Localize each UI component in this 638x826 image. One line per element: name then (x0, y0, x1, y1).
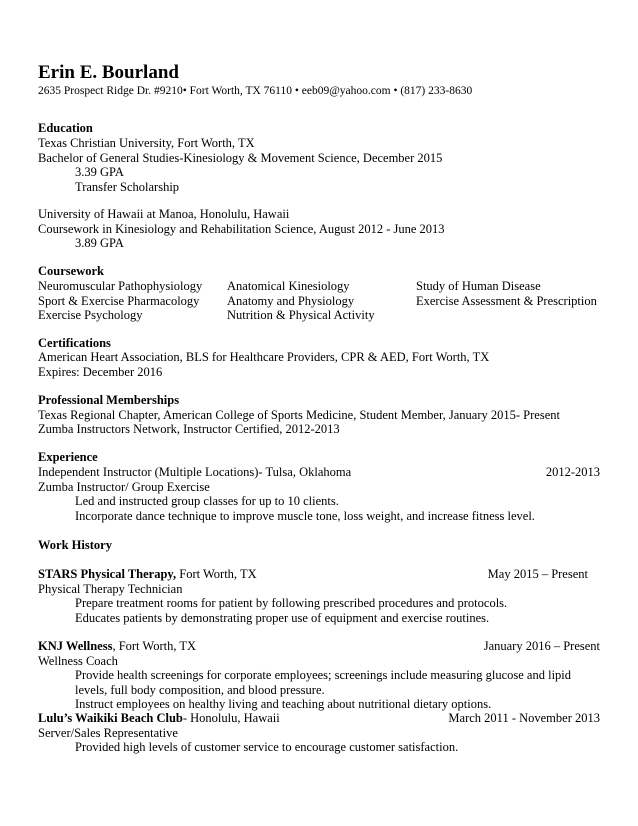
experience-title: Independent Instructor (Multiple Locations)- Tulsa, Oklahoma (38, 465, 352, 479)
certifications-heading: Certifications (38, 336, 111, 350)
job-duty: Provided high levels of customer service to encourage customer satisfaction. (75, 740, 459, 754)
membership-line: Zumba Instructors Network, Instructor Certified, 2012-2013 (38, 422, 340, 436)
job-duty: Instruct employees on healthy living and teaching about nutritional dietary options. (75, 697, 492, 711)
course-item: Nutrition & Physical Activity (227, 308, 375, 322)
job-dates: May 2015 – Present (487, 567, 588, 581)
job-employer: STARS Physical Therapy, (38, 567, 177, 581)
job-location: Fort Worth, TX (176, 567, 257, 581)
job-duty: Prepare treatment rooms for patient by following prescribed procedures and protocols. (75, 596, 508, 610)
coursework-heading: Coursework (38, 264, 104, 278)
job-role: Wellness Coach (38, 654, 118, 668)
gpa-line: 3.39 GPA (75, 165, 124, 179)
award-line: Transfer Scholarship (75, 180, 180, 194)
experience-bullet: Led and instructed group classes for up to 10 clients. (75, 494, 339, 508)
job-duty: levels, full body composition, and blood pressure. (75, 683, 325, 697)
work-history-heading: Work History (38, 538, 112, 552)
job-header (38, 711, 280, 726)
course-item: Study of Human Disease (416, 279, 541, 293)
course-item: Sport & Exercise Pharmacology (38, 294, 200, 308)
job-duty: Provide health screenings for corporate employees; screenings include measuring glucose and lipid (75, 668, 572, 682)
degree-line: Coursework in Kinesiology and Rehabilitation Science, August 2012 - June 2013 (38, 222, 445, 236)
experience-role: Zumba Instructor/ Group Exercise (38, 480, 210, 494)
school-name: Texas Christian University, Fort Worth, TX (38, 136, 255, 150)
job-employer: KNJ Wellness (38, 639, 113, 653)
job-dates: March 2011 - November 2013 (448, 711, 600, 725)
experience-bullet: Incorporate dance technique to improve muscle tone, loss weight, and increase fitness level. (75, 509, 535, 523)
contact-line: 2635 Prospect Ridge Dr. #9210• Fort Worth, TX 76110 • eeb09@yahoo.com • (817) 233-8630 (38, 85, 473, 97)
membership-line: Texas Regional Chapter, American College of Sports Medicine, Student Member, January 2015- Present (38, 408, 560, 422)
experience-dates: 2012-2013 (545, 465, 600, 479)
certification-expiry: Expires: December 2016 (38, 365, 163, 379)
candidate-name: Erin E. Bourland (38, 62, 179, 83)
job-location: - Honolulu, Hawaii (182, 711, 280, 725)
job-header (38, 639, 196, 654)
degree-line: Bachelor of General Studies-Kinesiology & Movement Science, December 2015 (38, 151, 443, 165)
job-header (38, 567, 257, 582)
job-duty: Educates patients by demonstrating proper use of equipment and exercise routines. (75, 611, 490, 625)
course-item: Anatomical Kinesiology (227, 279, 350, 293)
course-item: Anatomy and Physiology (227, 294, 355, 308)
course-item: Exercise Assessment & Prescription (416, 294, 597, 308)
job-employer: Lulu’s Waikiki Beach Club (38, 711, 183, 725)
course-item: Neuromuscular Pathophysiology (38, 279, 203, 293)
school-name: University of Hawaii at Manoa, Honolulu, Hawaii (38, 207, 290, 221)
experience-heading: Experience (38, 450, 98, 464)
gpa-line: 3.89 GPA (75, 236, 124, 250)
course-item: Exercise Psychology (38, 308, 143, 322)
education-heading: Education (38, 121, 93, 135)
job-location: , Fort Worth, TX (112, 639, 197, 653)
memberships-heading: Professional Memberships (38, 393, 180, 407)
job-dates: January 2016 – Present (483, 639, 600, 653)
job-role: Physical Therapy Technician (38, 582, 183, 596)
certification-line: American Heart Association, BLS for Healthcare Providers, CPR & AED, Fort Worth, TX (38, 350, 490, 364)
job-role: Server/Sales Representative (38, 726, 178, 740)
